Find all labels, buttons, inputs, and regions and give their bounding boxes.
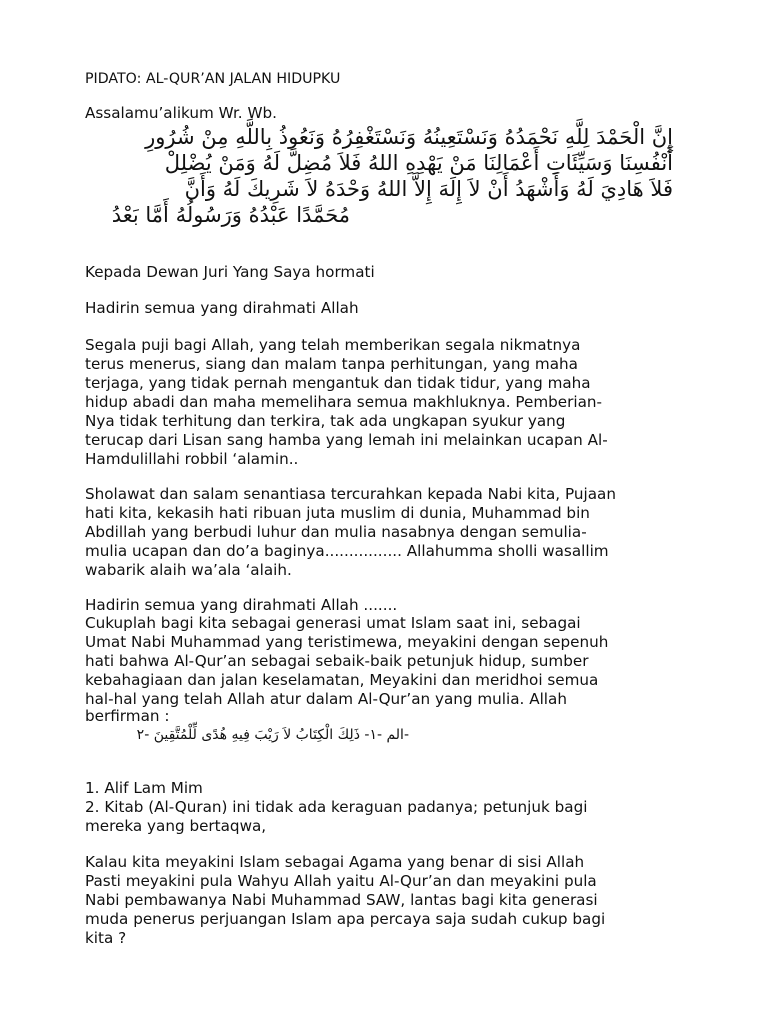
- praise-line-7: Hamdulillahi robbil ‘alamin..: [85, 450, 299, 468]
- quran-line-3: Umat Nabi Muhammad yang teristimewa, meyakini dengan sepenuh: [85, 633, 609, 651]
- praise-line-3: terjaga, yang tidak pernah mengantuk dan tidak tidur, yang maha: [85, 374, 591, 392]
- quran-line-1: Hadirin semua yang dirahmati Allah .......: [85, 596, 398, 614]
- sholawat-line-4: mulia ucapan dan do’a baginya................ Allahumma sholli wasallim: [85, 542, 609, 560]
- closing-line-3: Nabi pembawanya Nabi Muhammad SAW, lantas bagi kita generasi: [85, 891, 598, 909]
- sholawat-line-1: Sholawat dan salam senantiasa tercurahkan kepada Nabi kita, Pujaan: [85, 485, 616, 503]
- translation-line-3: mereka yang bertaqwa,: [85, 817, 267, 835]
- quran-line-2: Cukuplah bagi kita sebagai generasi umat Islam saat ini, sebagai: [85, 614, 581, 632]
- sholawat-line-3: Abdillah yang berbudi luhur dan mulia nasabnya dengan semulia-: [85, 523, 587, 541]
- arabic-opening-line-4: مُحَمَّدًا عَبْدُهُ وَرَسُولُهُ أَمَّا بَعْدُ: [111, 203, 350, 227]
- arabic-opening-line-2: أَنْفُسِنَا وَسَيِّئَاتِ أَعْمَالِنَا مَنْ يَهْدِهِ اللهُ فَلاَ مُضِلَّ لَهُ وَمَنْ يُضْلِلْ: [164, 151, 673, 175]
- quran-line-7: berfirman :: [85, 707, 170, 725]
- document-title: PIDATO: AL-QUR’AN JALAN HIDUPKU: [85, 71, 341, 87]
- salutation-audience: Hadirin semua yang dirahmati Allah: [85, 299, 359, 317]
- praise-line-2: terus menerus, siang dan malam tanpa perhitungan, yang maha: [85, 355, 578, 373]
- arabic-verse: -الم -١- ذَلِكَ الْكِتَابُ لاَ رَيْبَ فِيهِ هُدًى لِّلْمُتَّقِينَ -٢: [136, 727, 409, 743]
- closing-line-2: Pasti meyakini pula Wahyu Allah yaitu Al-Qur’an dan meyakini pula: [85, 872, 597, 890]
- sholawat-line-5: wabarik alaih wa’ala ‘alaih.: [85, 561, 292, 579]
- translation-line-2: 2. Kitab (Al-Quran) ini tidak ada keraguan padanya; petunjuk bagi: [85, 798, 588, 816]
- sholawat-line-2: hati kita, kekasih hati ribuan juta muslim di dunia, Muhammad bin: [85, 504, 590, 522]
- salutation-jury: Kepada Dewan Juri Yang Saya hormati: [85, 263, 375, 281]
- praise-line-1: Segala puji bagi Allah, yang telah memberikan segala nikmatnya: [85, 336, 581, 354]
- closing-line-5: kita ?: [85, 929, 127, 947]
- quran-line-4: hati bahwa Al-Qur’an sebagai sebaik-baik petunjuk hidup, sumber: [85, 652, 589, 670]
- quran-line-5: kebahagiaan dan jalan keselamatan, Meyakini dan meridhoi semua: [85, 671, 599, 689]
- translation-line-1: 1. Alif Lam Mim: [85, 779, 203, 797]
- praise-line-5: Nya tidak terhitung dan terkira, tak ada ungkapan syukur yang: [85, 412, 566, 430]
- greeting: Assalamu’alikum Wr. Wb.: [85, 104, 277, 122]
- quran-line-6: hal-hal yang telah Allah atur dalam Al-Qur’an yang mulia. Allah: [85, 690, 567, 708]
- praise-line-6: terucap dari Lisan sang hamba yang lemah ini melainkan ucapan Al-: [85, 431, 608, 449]
- closing-line-4: muda penerus perjuangan Islam apa percaya saja sudah cukup bagi: [85, 910, 606, 928]
- arabic-opening-line-1: إِنَّ الْحَمْدَ لِلَّهِ نَحْمَدُهُ وَنَسْتَعِينُهُ وَنَسْتَغْفِرُهُ وَنَعُوذُ بِاللَّهِ مِنْ شُرُورِ: [145, 125, 673, 149]
- praise-line-4: hidup abadi dan maha memelihara semua makhluknya. Pemberian-: [85, 393, 602, 411]
- closing-line-1: Kalau kita meyakini Islam sebagai Agama yang benar di sisi Allah: [85, 853, 585, 871]
- arabic-opening-line-3: فَلاَ هَادِيَ لَهُ وَأَشْهَدُ أَنْ لاَ إِلَهَ إِلاَّ اللهُ وَحْدَهُ لاَ شَرِيكَ لَهُ وَأَنَّ: [184, 177, 673, 201]
